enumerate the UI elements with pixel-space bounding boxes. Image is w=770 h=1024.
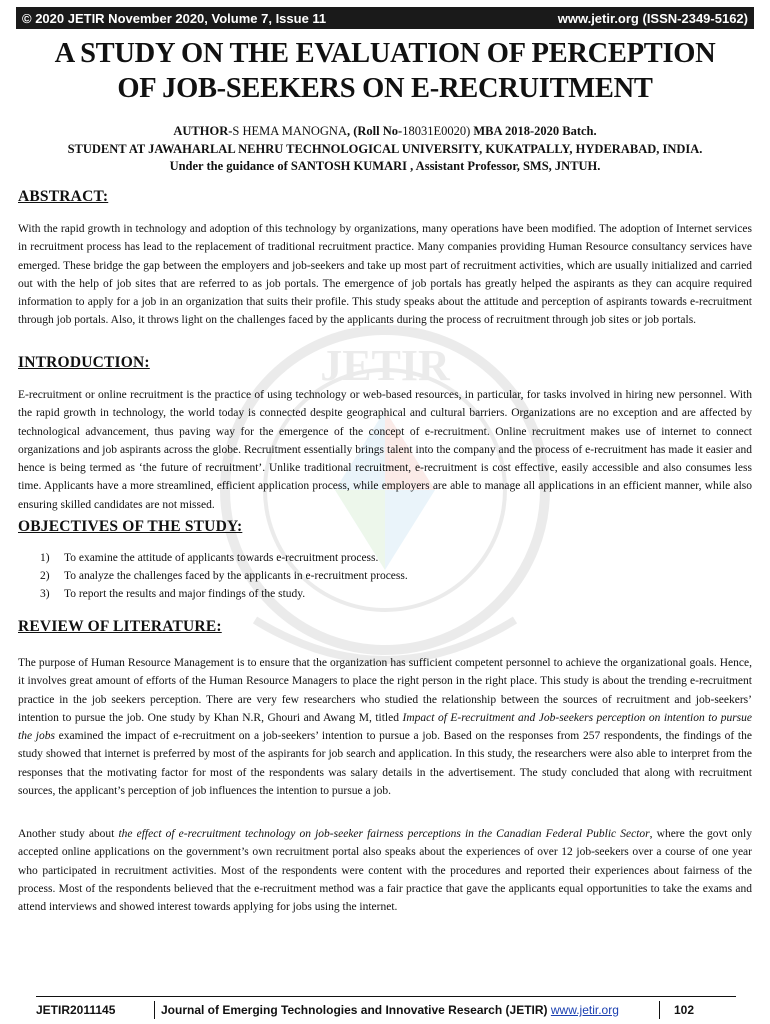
cited-title-1: Impact of E-recruitment and Job-seekers perception on intention to pursue the jobs <box>18 711 753 743</box>
affiliation-line: STUDENT AT JAWAHARLAL NEHRU TECHNOLOGICAL UNIVERSITY, KUKATPALLY, HYDERABAD, INDIA. <box>67 141 703 156</box>
journal-website-issn: www.jetir.org (ISSN-2349-5162) <box>557 10 748 26</box>
abstract-text: With the rapid growth in technology and adoption of this technology by organizations, many operations have been modified. The adoption of Internet services in recruitment process has lead to the replacement of traditional recruitment practice. Many companies providing Human Resource consultancy services have emerged. These bridge the gap between the employers and job-seekers and take up most part of recruitment activities, which are usually initialized and carried out with the help of job sites that are referred to as job portals. The emergence of job portals has greatly helped the aspirants as they can acquire required information to apply for a job in an organization that suits their profile. This study speaks about the attitude and perception of aspirants towards e-recruitment through job portals. Also, it throws light on the challenges faced by the applicants during the process of recruitment through job sites or job portals. <box>18 223 752 327</box>
review-paragraph-1: The purpose of Human Resource Management is to ensure that the organization has sufficient competent personnel to achieve the organizational goals. Hence, it involves great amount of efforts of the Human Resource Managers to place the right person in the right place. This study is about the trending e-recruitment practice in the job seekers perception. There are very few researchers who studied the relationship between the sources of recruitment and job-seekers’ intention to pursue the job. One study by Khan N.R, Ghouri and Awang M, titled Impact of E-recruitment and Job-seekers perception on intention to pursue the jobs examined the impact of e-recruitment on a job-seekers’ intention to pursue a job. Based on the responses from 257 respondents, the findings of the study showed that internet is preferred by most of the aspirants for job search and application. In this study, the researchers were also able to interpret from the responses that the motivating factor for most of the respondents was salary details in the advertisement. The study concluded that along with recruitment sources, the applicant’s perception of job influences the intention to pursue a job. <box>18 657 753 798</box>
author-label: AUTHOR- <box>173 124 233 138</box>
review-paragraph-2: Another study about the effect of e-recruitment technology on job-seeker fairness perceptions in the Canadian Federal Public Sector, where the govt only accepted online applications on the government’s own recruitment portal also speaks about the experiences of over 12 job-seekers over a course of one year who participated in recruitment activities. Most of the respondents were content with the procedures and reported their experiences about fairness of the process. Most of the respondents believed that the e-recruitment method was a fair practice that gave the applicants equal opportunities to take the exams and attend interviews and showed interest towards applying for jobs using the internet. <box>18 828 752 914</box>
list-item: 1) To examine the attitude of applicants towards e-recruitment process. <box>40 552 379 564</box>
journal-header-bar <box>16 7 754 29</box>
footer-rule <box>36 996 736 997</box>
batch-info: MBA 2018-2020 Batch. <box>470 124 597 138</box>
page-number: 102 <box>674 1003 695 1017</box>
roll-number: 18031E0020) <box>402 124 471 138</box>
author-name: S HEMA MANOGNA <box>232 124 347 138</box>
list-item: 2) To analyze the challenges faced by the applicants in e-recruitment process. <box>40 570 408 582</box>
paper-title-line-1: A STUDY ON THE EVALUATION OF PERCEPTION <box>54 38 716 69</box>
objectives-list <box>40 549 740 603</box>
paper-title-line-2: OF JOB-SEEKERS ON E-RECRUITMENT <box>117 73 653 104</box>
introduction-text: E-recruitment or online recruitment is the practice of using technology or web-based resources, in particular, for tasks involved in hiring new personnel. With the rapid growth in technology, the world today is connected despite geographical and cultural barriers. Organizations are no exception and are affected by technological advancement, thus paving way for the emergence of the concept of e-recruitment. Online recruitment makes use of internet to connect organizations and job aspirants across the globe. Recruitment essentially brings talent into the company and the process of e-recruitment has made it easier and hence is being termed as ‘the future of recruitment’. Unlike traditional recruitment, e-recruitment is cost effective, easily accessible and also consumes less time. Applicants have a more streamlined, efficient application process, while employers are able to manage all applications in an efficient manner, while also ensuring skilled candidates are not missed. <box>18 389 752 511</box>
article-id: JETIR2011145 <box>36 1003 116 1017</box>
page-footer <box>36 1000 736 1020</box>
journal-issue-info: © 2020 JETIR November 2020, Volume 7, Issue 11 <box>22 10 327 26</box>
journal-link[interactable]: www.jetir.org <box>550 1003 619 1017</box>
abstract-heading: ABSTRACT: <box>18 188 109 205</box>
watermark-text: JETIR <box>320 341 450 390</box>
author-block <box>16 123 754 176</box>
introduction-heading: INTRODUCTION: <box>18 354 150 371</box>
list-item: 3) To report the results and major findings of the study. <box>40 588 306 600</box>
journal-name: Journal of Emerging Technologies and Innovative Research (JETIR) www.jetir.org <box>161 1003 619 1017</box>
cited-title-2: the effect of e-recruitment technology on job-seeker fairness perceptions in the Canadian Federal Public Sector <box>118 828 650 840</box>
author-line <box>16 123 754 141</box>
objectives-heading: OBJECTIVES OF THE STUDY: <box>18 518 243 535</box>
review-heading: REVIEW OF LITERATURE: <box>18 618 222 635</box>
roll-label: , (Roll No- <box>346 124 403 138</box>
guidance-line: Under the guidance of SANTOSH KUMARI , Assistant Professor, SMS, JNTUH. <box>169 159 601 173</box>
paper-title <box>16 36 754 106</box>
